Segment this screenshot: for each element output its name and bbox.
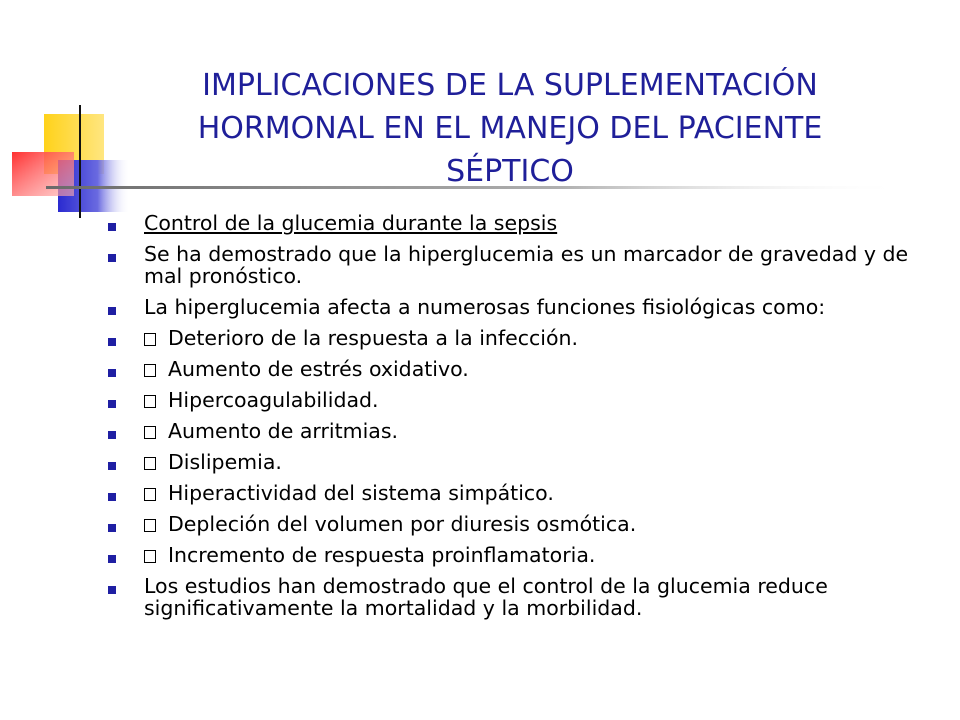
list-item: [104, 575, 934, 619]
bullet-square-icon: [108, 555, 116, 563]
item-text: Hipercoagulabilidad.: [168, 388, 379, 412]
empty-box-icon: [144, 333, 156, 346]
empty-box-icon: [144, 488, 156, 501]
list-item: [104, 212, 934, 234]
item-text: Los estudios han demostrado que el control de la glucemia reduce significativamente la mortalidad y la morbilidad.: [144, 574, 828, 620]
bullet-square-icon: [108, 338, 116, 346]
bullet-square-icon: [108, 254, 116, 262]
bullet-square-icon: [108, 431, 116, 439]
bullet-square-icon: [108, 400, 116, 408]
list-item: [104, 327, 934, 349]
item-text: Deterioro de la respuesta a la infección.: [168, 326, 579, 350]
item-text: Hiperactividad del sistema simpático.: [168, 481, 554, 505]
list-item: [104, 513, 934, 535]
title-line-2: HORMONAL EN EL MANEJO DEL PACIENTE: [197, 111, 823, 147]
item-text: La hiperglucemia afecta a numerosas funciones fisiológicas como:: [144, 295, 826, 319]
title-line-3: SÉPTICO: [446, 154, 574, 190]
bullet-list: [104, 212, 934, 628]
list-item: [104, 296, 934, 318]
list-item: [104, 544, 934, 566]
item-text: Dislipemia.: [168, 450, 282, 474]
bullet-square-icon: [108, 223, 116, 231]
empty-box-icon: [144, 550, 156, 563]
item-text: Aumento de arritmias.: [168, 419, 399, 443]
list-item: [104, 389, 934, 411]
list-item: [104, 482, 934, 504]
list-item: [104, 243, 934, 287]
item-text: Incremento de respuesta proinflamatoria.: [168, 543, 596, 567]
empty-box-icon: [144, 457, 156, 470]
bullet-square-icon: [108, 369, 116, 377]
empty-box-icon: [144, 364, 156, 377]
bullet-square-icon: [108, 493, 116, 501]
red-square: [12, 152, 74, 196]
bullet-square-icon: [108, 307, 116, 315]
empty-box-icon: [144, 426, 156, 439]
bullet-square-icon: [108, 586, 116, 594]
bullet-square-icon: [108, 462, 116, 470]
title-line-1: IMPLICACIONES DE LA SUPLEMENTACIÓN: [202, 68, 818, 104]
item-text: Aumento de estrés oxidativo.: [168, 357, 469, 381]
item-text: Depleción del volumen por diuresis osmótica.: [168, 512, 637, 536]
section-heading-link[interactable]: Control de la glucemia durante la sepsis: [144, 211, 558, 235]
list-item: [104, 420, 934, 442]
bullet-square-icon: [108, 524, 116, 532]
list-item: [104, 358, 934, 380]
slide-title: [150, 64, 870, 193]
item-text: Se ha demostrado que la hiperglucemia es un marcador de gravedad y de mal pronóstico.: [144, 242, 909, 288]
empty-box-icon: [144, 395, 156, 408]
list-item: [104, 451, 934, 473]
empty-box-icon: [144, 519, 156, 532]
